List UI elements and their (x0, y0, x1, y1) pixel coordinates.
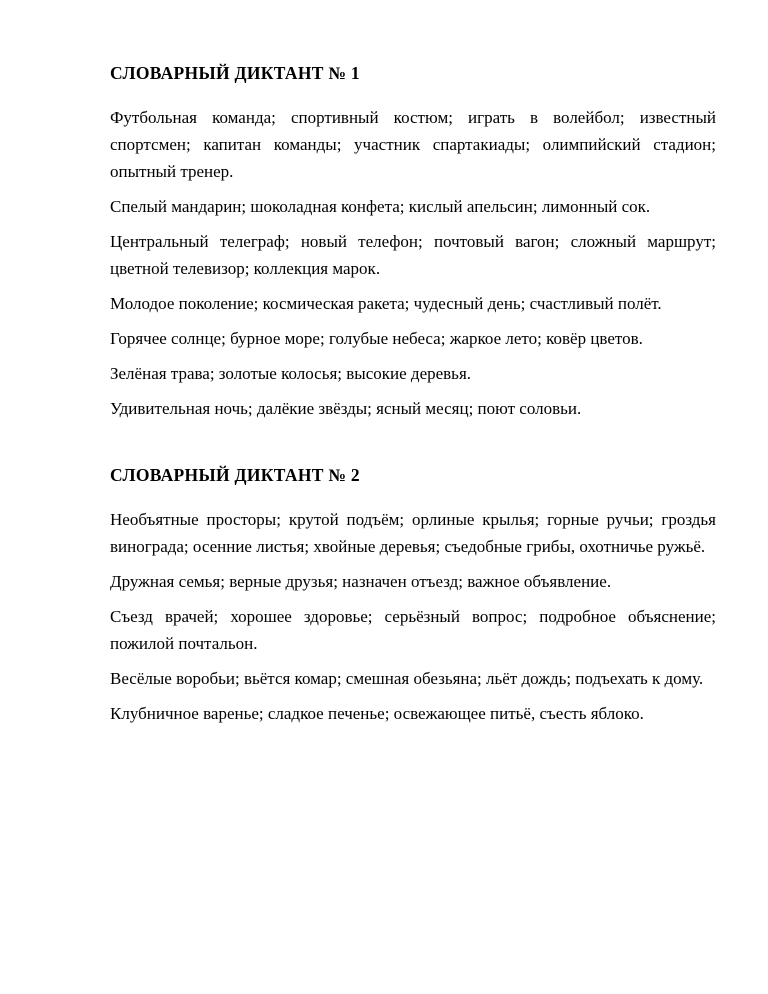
section-2-paragraph-2: Дружная семья; верные друзья; назначен отъезд; важное объявление. (110, 572, 612, 591)
section-1-title: СЛОВАРНЫЙ ДИКТАНТ № 1 (110, 63, 360, 83)
section-1-paragraph-5: Горячее солнце; бурное море; голубые небеса; жаркое лето; ковёр цветов. (110, 329, 643, 348)
section-2-paragraph-3: Съезд врачей; хорошее здоровье; серьёзный вопрос; подробное объяснение; пожилой почтальон. (110, 607, 716, 653)
section-2-paragraph-4: Весёлые воробьи; вьётся комар; смешная обезьяна; льёт дождь; подъехать к дому. (110, 669, 704, 688)
section-1-paragraph-2: Спелый мандарин; шоколадная конфета; кислый апельсин; лимонный сок. (110, 197, 651, 216)
section-1-paragraph-7: Удивительная ночь; далёкие звёзды; ясный месяц; поют соловьи. (110, 399, 582, 418)
section-1-paragraph-3: Центральный телеграф; новый телефон; почтовый вагон; сложный маршрут; цветной телевизор; коллекция марок. (110, 232, 716, 278)
section-1-paragraph-4: Молодое поколение; космическая ракета; чудесный день; счастливый полёт. (110, 294, 662, 313)
section-dictation-1 (110, 62, 716, 422)
section-2-paragraph-5: Клубничное варенье; сладкое печенье; освежающее питьё, съесть яблоко. (110, 704, 644, 723)
section-1-paragraph-6: Зелёная трава; золотые колосья; высокие деревья. (110, 364, 472, 383)
section-dictation-2 (110, 464, 716, 727)
section-2-paragraph-1: Необъятные просторы; крутой подъём; орлиные крылья; горные ручьи; гроздья винограда; осенние листья; хвойные деревья; съедобные грибы, охотничье ружьё. (110, 510, 716, 556)
section-1-paragraph-1: Футбольная команда; спортивный костюм; играть в волейбол; известный спортсмен; капитан команды; участник спартакиады; олимпийский стадион; опытный тренер. (110, 108, 716, 181)
section-2-title: СЛОВАРНЫЙ ДИКТАНТ № 2 (110, 465, 360, 485)
